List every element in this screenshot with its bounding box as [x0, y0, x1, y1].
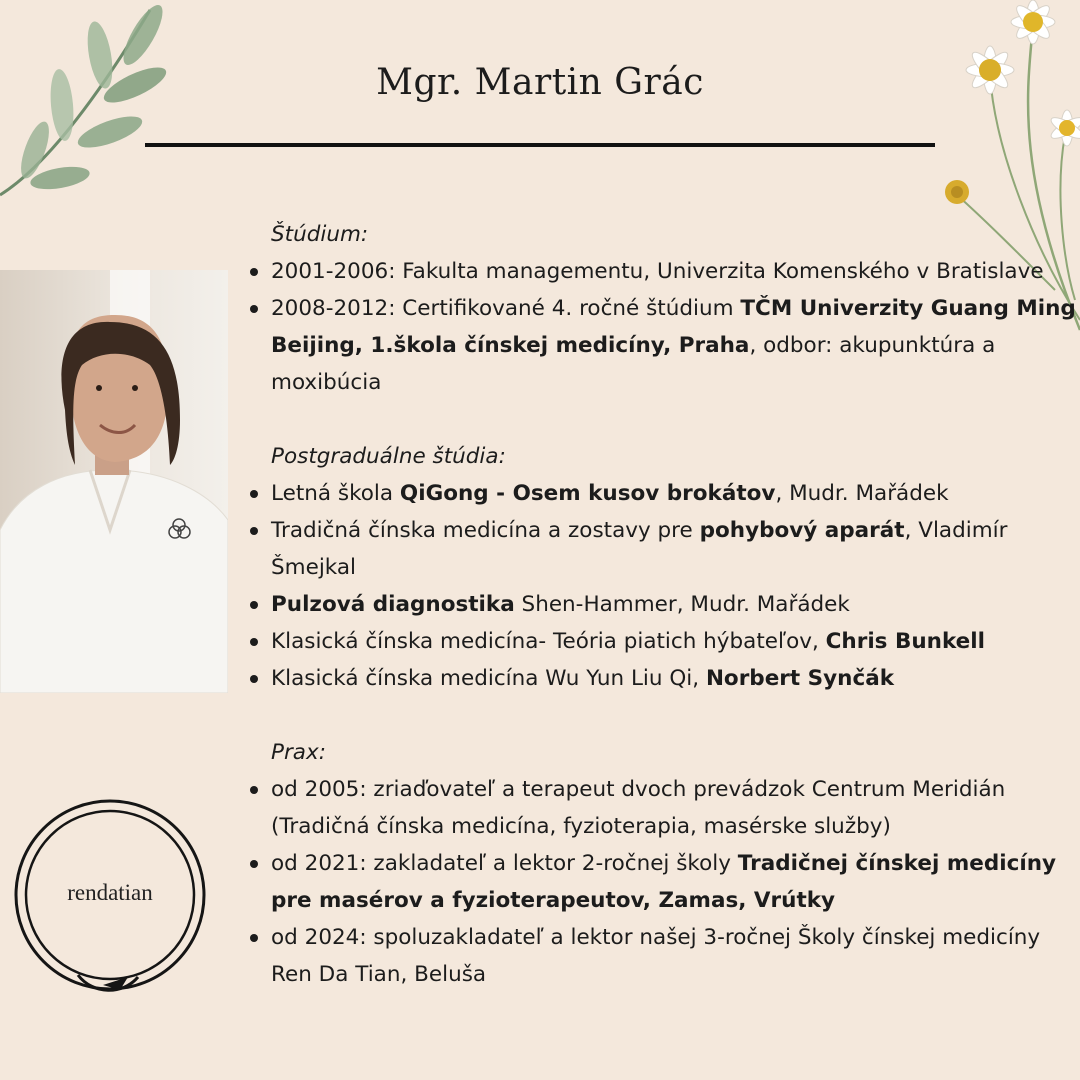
item-text: , odbor: akupunktúra a moxibúcia: [271, 333, 996, 395]
list-item: [242, 586, 1078, 623]
item-text: Tradičná čínska medicína a zostavy pre: [271, 518, 700, 543]
item-text: 2001-2006: Fakulta managementu, Univerzita Komenského v Bratislave: [271, 259, 1044, 284]
bold-text: Chris Bunkell: [825, 629, 986, 654]
studium-list: [242, 253, 1078, 401]
section-postgradual: [242, 438, 1078, 697]
title-divider: [145, 143, 935, 147]
prax-list: [242, 771, 1078, 993]
bold-text: QiGong - Osem kusov brokátov: [399, 481, 776, 506]
list-item: [242, 475, 1078, 512]
list-item: [242, 919, 1078, 993]
list-item: [242, 660, 1078, 697]
section-title-prax: Prax:: [271, 740, 326, 765]
item-text: Letná škola: [271, 481, 400, 506]
leaf-branch-illustration: [0, 0, 190, 210]
list-item: [242, 845, 1078, 919]
item-text: od 2005: zriaďovateľ a terapeut dvoch prevádzok Centrum Meridián (Tradičná čínska medicína, fyzioterapia, masérske služby): [271, 777, 1006, 839]
item-text: od 2024: spoluzakladateľ a lektor našej 3-ročnej Školy čínskej medicíny Ren Da Tian, Beluša: [271, 925, 1041, 987]
bold-text: Norbert Synčák: [705, 666, 894, 691]
list-item: [242, 253, 1078, 290]
item-text: , Vladimír Šmejkal: [271, 518, 1008, 580]
section-title-studium: Štúdium:: [271, 222, 369, 247]
portrait-photo: [0, 270, 228, 693]
bold-text: Tradičnej čínskej medicíny pre masérov a fyzioterapeutov, Zamas, Vrútky: [271, 851, 1057, 913]
item-text: Klasická čínska medicína Wu Yun Liu Qi,: [271, 666, 706, 691]
list-item: [242, 290, 1078, 401]
item-text: , Mudr. Mařádek: [775, 481, 949, 506]
cv-content: [242, 216, 1078, 993]
section-title-postgradual: Postgraduálne štúdia:: [271, 444, 506, 469]
section-prax: [242, 734, 1078, 993]
item-text: od 2021: zakladateľ a lektor 2-ročnej školy: [271, 851, 738, 876]
logo-text: rendatian: [67, 880, 153, 905]
item-text: Klasická čínska medicína- Teória piatich hýbateľov,: [271, 629, 826, 654]
list-item: [242, 771, 1078, 845]
portrait-illustration: [0, 270, 228, 693]
list-item: [242, 512, 1078, 586]
bold-text: TČM Univerzity Guang Ming Beijing, 1.škola čínskej medicíny, Praha: [271, 296, 1076, 358]
bold-text: Pulzová diagnostika: [271, 592, 515, 617]
postgradual-list: [242, 475, 1078, 697]
item-text: 2008-2012: Certifikované 4. ročné štúdium: [271, 296, 741, 321]
page-title: Mgr. Martin Grác: [376, 62, 704, 103]
section-studium: [242, 216, 1078, 401]
list-item: [242, 623, 1078, 660]
item-text: Shen-Hammer, Mudr. Mařádek: [514, 592, 850, 617]
bold-text: pohybový aparát: [699, 518, 905, 543]
